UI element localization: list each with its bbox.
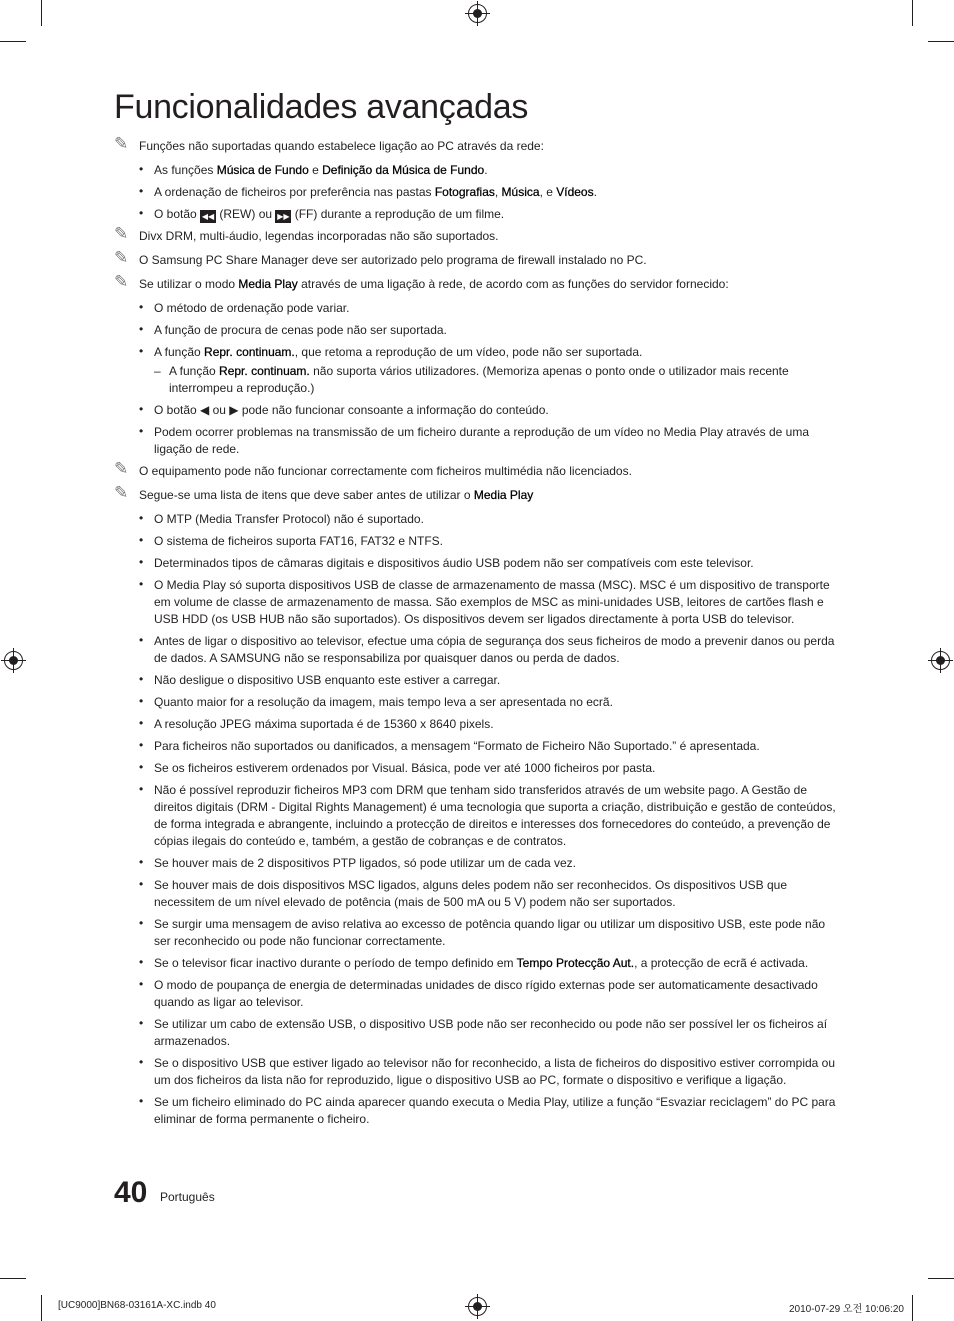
crop-mark <box>41 1295 42 1321</box>
list-item <box>114 633 842 667</box>
list-item <box>114 300 842 317</box>
list-item <box>114 760 842 777</box>
list-item <box>114 672 842 689</box>
text-run: Se utilizar o modo <box>139 277 239 291</box>
rew-icon: ◀◀ <box>201 212 215 221</box>
list-item <box>114 511 842 528</box>
list-item <box>114 344 842 361</box>
list-item <box>114 1016 842 1050</box>
text-run: através de uma ligação à rede, de acordo com as funções do servidor fornecido: <box>297 277 729 291</box>
text-run: Quanto maior for a resolução da imagem, mais tempo leva a ser apresentada no ecrã. <box>154 695 613 709</box>
list-item <box>114 855 842 872</box>
list-item <box>114 206 842 223</box>
text-run: Não desligue o dispositivo USB enquanto este estiver a carregar. <box>154 673 501 687</box>
text-run: Se o dispositivo USB que estiver ligado ao televisor não for reconhecido, a lista de ficheiros do dispositivo estiver corrompida ou um dos ficheiros da lista não for reproduzido, ligue o dispositivo USB ao PC, formate o dispositivo e verifique a ligação. <box>154 1056 836 1087</box>
pencil-note-icon: ✎ <box>114 224 129 243</box>
pencil-note-icon: ✎ <box>114 134 129 153</box>
text-run: (REW) ou <box>216 207 276 221</box>
menu-term: Definição da Música de Fundo <box>322 163 485 177</box>
text-run: Podem ocorrer problemas na transmissão de um ficheiro durante a reprodução de um vídeo no Media Play através de uma ligação de rede. <box>154 425 810 456</box>
registration-mark-icon <box>468 1297 487 1316</box>
list-item <box>114 738 842 755</box>
text-run: Se houver mais de 2 dispositivos PTP ligados, só pode utilizar um de cada vez. <box>154 856 577 870</box>
list-item <box>114 402 842 419</box>
list-item <box>114 694 842 711</box>
text-run: Se o televisor ficar inactivo durante o período de tempo definido em <box>154 956 517 970</box>
text-run: A função de procura de cenas pode não ser suportada. <box>154 323 447 337</box>
list-item <box>114 424 842 458</box>
crop-mark <box>912 0 913 26</box>
menu-term: Música <box>501 185 540 199</box>
text-run: O método de ordenação pode variar. <box>154 301 350 315</box>
note-item <box>114 224 842 245</box>
registration-mark-icon <box>468 4 487 23</box>
text-run: A função <box>169 364 220 378</box>
page-title: Funcionalidades avançadas <box>114 88 529 126</box>
list-item <box>114 716 842 733</box>
menu-term: Tempo Protecção Aut. <box>516 956 635 970</box>
menu-term: Media Play <box>473 488 534 502</box>
menu-term: Repr. continuam. <box>219 364 310 378</box>
text-run: O sistema de ficheiros suporta FAT16, FAT32 e NTFS. <box>154 534 443 548</box>
text-run: Para ficheiros não suportados ou danificados, a mensagem “Formato de Ficheiro Não Suportado.” é apresentada. <box>154 739 760 753</box>
text-run: Se um ficheiro eliminado do PC ainda aparecer quando executa o Media Play, utilize a função “Esvaziar reciclagem” do PC para eliminar de forma permanente o ficheiro. <box>154 1095 836 1126</box>
page-content <box>114 134 842 1133</box>
list-item <box>114 955 842 972</box>
crop-mark <box>41 0 42 26</box>
list-item <box>114 555 842 572</box>
text-run: , e <box>539 185 557 199</box>
pencil-note-icon: ✎ <box>114 248 129 267</box>
text-run: (FF) durante a reprodução de um filme. <box>291 207 505 221</box>
list-item <box>114 1094 842 1128</box>
text-run: Segue-se uma lista de itens que deve saber antes de utilizar o <box>139 488 474 502</box>
text-run: Se utilizar um cabo de extensão USB, o dispositivo USB pode não ser reconhecido ou pode não ser possível ler os ficheiros aí armazenados. <box>154 1017 828 1048</box>
list-item <box>114 877 842 911</box>
page-number: 40 <box>114 1176 148 1209</box>
list-item <box>114 977 842 1011</box>
list-item <box>114 1055 842 1089</box>
registration-mark-icon <box>4 651 23 670</box>
text-run: A função <box>154 345 205 359</box>
text-run: Divx DRM, multi-áudio, legendas incorporadas não são suportados. <box>139 229 499 243</box>
sub-list-item <box>114 363 842 397</box>
text-run: O botão <box>154 207 201 221</box>
crop-mark <box>912 1295 913 1321</box>
crop-mark <box>0 41 26 42</box>
text-run: A ordenação de ficheiros por preferência nas pastas <box>154 185 435 199</box>
note-item <box>114 272 842 293</box>
text-run: O equipamento pode não funcionar correctamente com ficheiros multimédia não licenciados. <box>139 464 632 478</box>
menu-term: Fotografias <box>434 185 495 199</box>
text-run: não suporta vários utilizadores. (Memoriza apenas o ponto onde o utilizador mais recente interrompeu a reprodução.) <box>169 364 789 395</box>
text-run: . <box>484 163 488 177</box>
pencil-note-icon: ✎ <box>114 483 129 502</box>
text-run: e <box>308 163 323 177</box>
note-item <box>114 248 842 269</box>
text-run: O MTP (Media Transfer Protocol) não é suportado. <box>154 512 424 526</box>
text-run: Se os ficheiros estiverem ordenados por Visual. Básica, pode ver até 1000 ficheiros por pasta. <box>154 761 656 775</box>
crop-mark <box>0 1278 26 1279</box>
ff-icon: ▶▶ <box>277 212 290 221</box>
footer-timestamp: 2010-07-29 오전 10:06:20 <box>789 1304 904 1315</box>
note-item <box>114 134 842 155</box>
note-item <box>114 459 842 480</box>
menu-term: Media Play <box>238 277 298 291</box>
text-run: Se houver mais de dois dispositivos MSC ligados, alguns deles podem não ser reconhecidos. Os dispositivos USB que necessitem de um nível elevado de potência (mais de 500 mA ou 5 V) podem não ser suportados. <box>154 878 787 909</box>
footer-file-info: [UC9000]BN68-03161A-XC.indb 40 <box>58 1300 216 1311</box>
list-item <box>114 533 842 550</box>
list-item <box>114 184 842 201</box>
note-item <box>114 483 842 504</box>
crop-mark <box>928 1278 954 1279</box>
list-item <box>114 782 842 850</box>
text-run: , <box>494 185 502 199</box>
menu-term: Música de Fundo <box>216 163 309 177</box>
text-run: Determinados tipos de câmaras digitais e dispositivos áudio USB podem não ser compatíveis com este televisor. <box>154 556 754 570</box>
text-run: , que retoma a reprodução de um vídeo, pode não ser suportada. <box>294 345 643 359</box>
menu-term: Repr. continuam. <box>204 345 295 359</box>
registration-mark-icon <box>931 651 950 670</box>
text-run: O Media Play só suporta dispositivos USB de classe de armazenamento de massa (MSC). MSC é um dispositivo de transporte em volume de classe de armazenamento de massa. São exemplos de MSC as mini-unidades USB, leitores de cartões flash e USB HDD (os USB HUB não são suportados). Os dispositivos devem ser ligados directamente à porta USB do televisor. <box>154 578 830 626</box>
text-run: Se surgir uma mensagem de aviso relativa ao excesso de potência quando ligar ou utilizar um dispositivo USB, este pode não ser reconhecido ou pode não funcionar correctamente. <box>154 917 826 948</box>
page-language: Português <box>160 1190 215 1204</box>
text-run: , a protecção de ecrã é activada. <box>634 956 809 970</box>
text-run: Funções não suportadas quando estabelece ligação ao PC através da rede: <box>139 139 544 153</box>
pencil-note-icon: ✎ <box>114 272 129 291</box>
text-run: O modo de poupança de energia de determinadas unidades de disco rígido externas pode ser automaticamente desactivado quando as ligar ao televisor. <box>154 978 818 1009</box>
list-item <box>114 162 842 179</box>
pencil-note-icon: ✎ <box>114 459 129 478</box>
list-item <box>114 577 842 628</box>
text-run: O botão ◀ ou ▶ pode não funcionar consoante a informação do conteúdo. <box>154 403 549 417</box>
text-run: As funções <box>154 163 217 177</box>
list-item <box>114 322 842 339</box>
list-item <box>114 916 842 950</box>
text-run: . <box>593 185 597 199</box>
menu-term: Vídeos <box>556 185 594 199</box>
text-run: A resolução JPEG máxima suportada é de 15360 x 8640 pixels. <box>154 717 494 731</box>
text-run: Antes de ligar o dispositivo ao televisor, efectue uma cópia de segurança dos seus ficheiros de modo a prevenir danos ou perda de dados. A SAMSUNG não se responsabiliza por quaisquer danos ou perda de dados. <box>154 634 835 665</box>
crop-mark <box>928 41 954 42</box>
text-run: Não é possível reproduzir ficheiros MP3 com DRM que tenham sido transferidos através de um website pago. A Gestão de direitos digitais (DRM - Digital Rights Management) é uma tecnologia que suporta a criação, distribuição e gestão de conteúdos, de forma integrada e abrangente, incluindo a protecção de direitos e interesses dos fornecedores do conteúdo, a prevenção de cópias ilegais do conteúdo e, também, a gestão de cobranças e de contratos. <box>154 783 836 848</box>
text-run: O Samsung PC Share Manager deve ser autorizado pelo programa de firewall instalado no PC. <box>139 253 647 267</box>
